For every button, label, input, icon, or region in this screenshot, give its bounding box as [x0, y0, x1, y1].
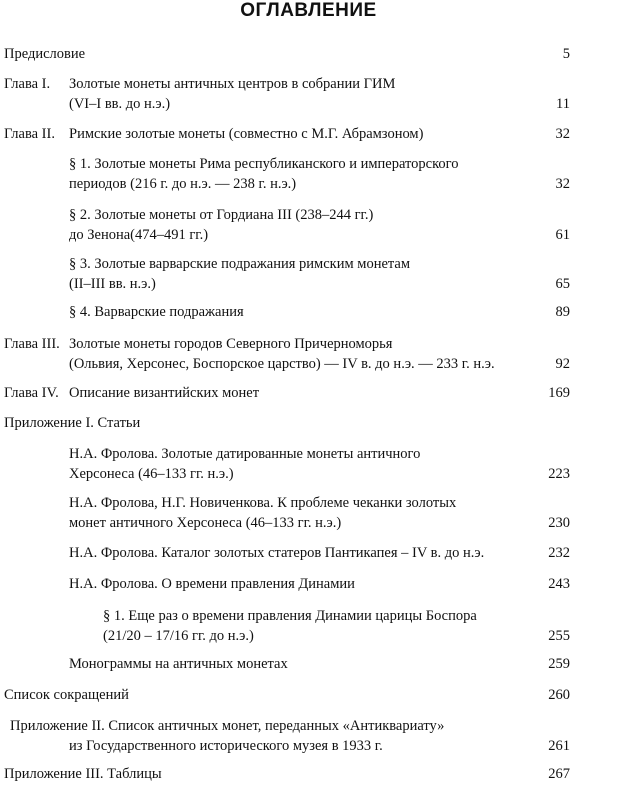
- page-number: 267: [548, 766, 570, 782]
- entry-title-line: (II–III вв. н.э.): [69, 276, 156, 292]
- entry-title-line: Предисловие: [4, 46, 86, 62]
- entry-title-line: из Государственного исторического музея в 1933 г.: [69, 738, 383, 754]
- page-number: 260: [548, 687, 570, 703]
- page-number: 65: [555, 276, 570, 292]
- page-number: 232: [548, 545, 570, 561]
- entry-title-line: Монограммы на античных монетах: [69, 656, 288, 672]
- page-number: 261: [548, 738, 570, 754]
- page-number: 243: [548, 576, 570, 592]
- entry-title-line: Список сокращений: [4, 687, 129, 703]
- entry-title-line: Н.А. Фролова. О времени правления Динамии: [69, 576, 355, 592]
- page-number: 89: [555, 304, 570, 320]
- entry-title-line: § 1. Золотые монеты Рима республиканского и императорского: [69, 156, 459, 172]
- chapter-label: Глава II.: [4, 126, 55, 142]
- entry-title-line: Н.А. Фролова. Каталог золотых статеров Пантикапея – IV в. до н.э.: [69, 545, 485, 561]
- entry-title-line: Описание византийских монет: [69, 385, 260, 401]
- entry-title-line: монет античного Херсонеса (46–133 гг. н.э.): [69, 515, 342, 531]
- chapter-label: Глава I.: [4, 76, 51, 92]
- entry-title-line: § 1. Еще раз о времени правления Динамии царицы Боспора: [103, 608, 477, 624]
- entry-title-line: (21/20 – 17/16 гг. до н.э.): [103, 628, 254, 644]
- page-number: 5: [562, 46, 570, 62]
- entry-title-line: Золотые монеты городов Северного Причерноморья: [69, 336, 393, 352]
- page-number: 255: [548, 628, 570, 644]
- entry-title-line: Приложение II. Список античных монет, переданных «Антиквариату»: [10, 718, 445, 734]
- page-number: 230: [548, 515, 570, 531]
- entry-title-line: (VI–I вв. до н.э.): [69, 96, 171, 112]
- page-number: 92: [555, 356, 570, 372]
- page-number: 61: [555, 227, 570, 243]
- page-number: 223: [548, 466, 570, 482]
- chapter-label: Глава IV.: [4, 385, 59, 401]
- entry-title-line: (Ольвия, Херсонес, Боспорское царство) — IV в. до н.э. — 233 г. н.э.: [69, 356, 495, 372]
- page-title: ОГЛАВЛЕНИЕ: [240, 0, 377, 21]
- entry-title-line: Приложение I. Статьи: [4, 415, 141, 431]
- chapter-label: Глава III.: [4, 336, 60, 352]
- entry-title-line: § 2. Золотые монеты от Гордиана III (238–244 гг.): [69, 207, 374, 223]
- page-number: 169: [548, 385, 570, 401]
- page-number: 11: [556, 96, 570, 112]
- entry-title-line: до Зенона(474–491 гг.): [69, 227, 209, 243]
- entry-title-line: § 3. Золотые варварские подражания римским монетам: [69, 256, 411, 272]
- entry-title-line: Приложение III. Таблицы: [4, 766, 162, 782]
- page-number: 32: [555, 126, 570, 142]
- page-number: 32: [555, 176, 570, 192]
- entry-title-line: Римские золотые монеты (совместно с М.Г. Абрамзоном): [69, 126, 424, 142]
- entry-title-line: Н.А. Фролова. Золотые датированные монеты античного: [69, 446, 421, 462]
- entry-title-line: Н.А. Фролова, Н.Г. Новиченкова. К проблеме чеканки золотых: [69, 495, 457, 511]
- entry-title-line: § 4. Варварские подражания: [69, 304, 244, 320]
- entry-title-line: Золотые монеты античных центров в собрании ГИМ: [69, 76, 396, 92]
- entry-title-line: Херсонеса (46–133 гг. н.э.): [69, 466, 234, 482]
- page-number: 259: [548, 656, 570, 672]
- entry-title-line: периодов (216 г. до н.э. — 238 г. н.э.): [69, 176, 297, 192]
